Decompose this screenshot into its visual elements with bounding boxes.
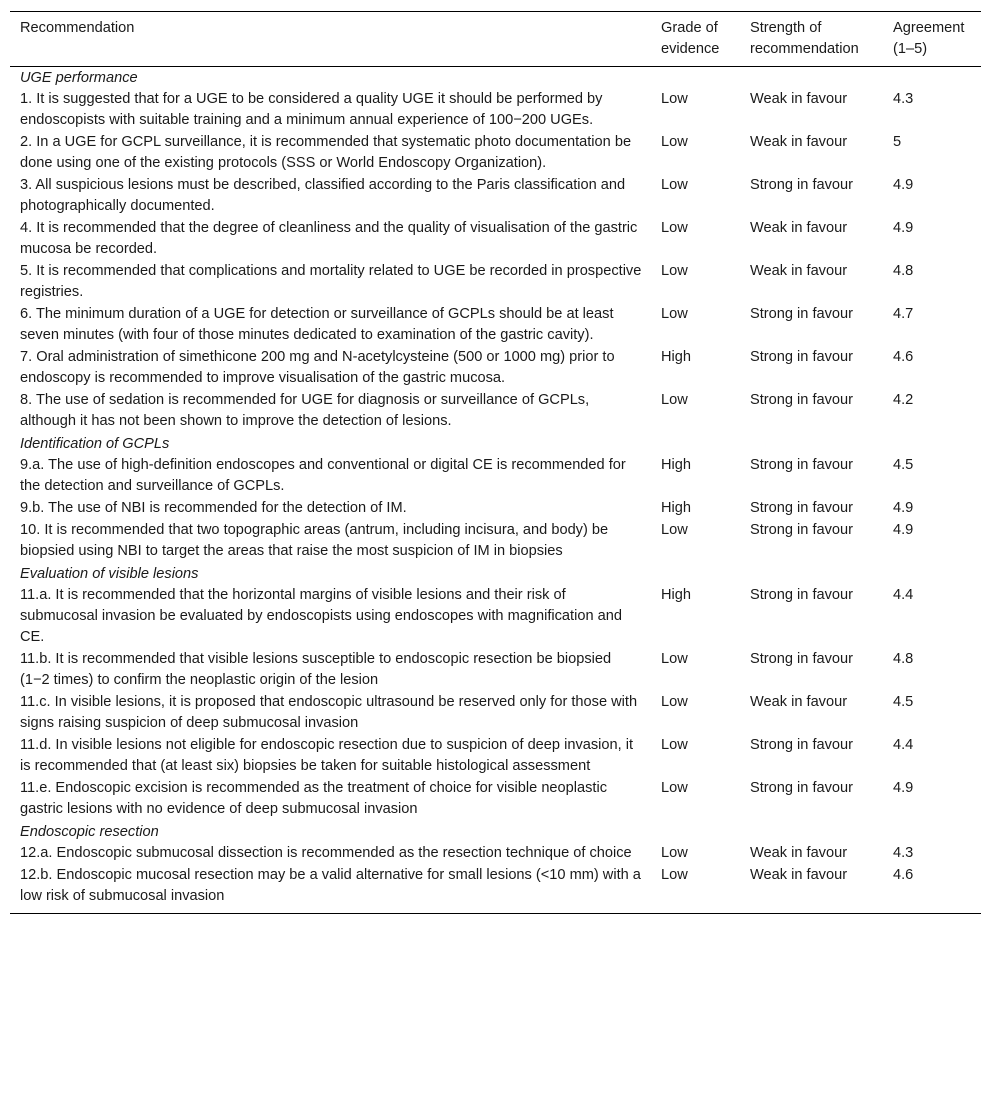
recommendation-cell: 1. It is suggested that for a UGE to be considered a quality UGE it should be performed by endoscopists with suitable training and a minimum annual experience of 100−200 UGEs. — [20, 91, 603, 128]
grade-cell: High — [661, 457, 692, 473]
section-row — [10, 67, 981, 90]
table-body — [10, 67, 981, 914]
agreement-cell: 5 — [893, 134, 902, 150]
table-row — [10, 692, 981, 735]
table-row — [10, 175, 981, 218]
recommendation-cell: 11.a. It is recommended that the horizontal margins of visible lesions and their risk of submucosal invasion be evaluated by endoscopists using endoscopes with magnification and CE. — [20, 587, 622, 645]
table-row — [10, 218, 981, 261]
grade-cell: Low — [661, 220, 688, 236]
header-agreement: Agreement (1–5) — [893, 20, 965, 57]
table-row — [10, 865, 981, 914]
recommendation-cell: 11.d. In visible lesions not eligible for endoscopic resection due to suspicion of deep invasion, it is recommended that (at least six) biopsies be taken for suitable histological assessment — [20, 737, 634, 774]
recommendation-cell: 12.a. Endoscopic submucosal dissection is recommended as the resection technique of choice — [20, 845, 632, 861]
grade-cell: Low — [661, 867, 688, 883]
section-title: Endoscopic resection — [20, 824, 159, 840]
table-header — [10, 12, 981, 67]
recommendation-cell: 4. It is recommended that the degree of cleanliness and the quality of visualisation of the gastric mucosa be recorded. — [20, 220, 638, 257]
section-row — [10, 821, 981, 843]
agreement-cell: 4.5 — [893, 694, 914, 710]
recommendation-cell: 2. In a UGE for GCPL surveillance, it is recommended that systematic photo documentation be done using one of the existing protocols (SSS or World Endoscopy Organization). — [20, 134, 632, 171]
agreement-cell: 4.3 — [893, 91, 914, 107]
recommendation-cell: 12.b. Endoscopic mucosal resection may be a valid alternative for small lesions (<10 mm) with a low risk of submucosal invasion — [20, 867, 641, 904]
grade-cell: Low — [661, 780, 688, 796]
grade-cell: High — [661, 500, 692, 516]
recommendation-cell: 9.b. The use of NBI is recommended for the detection of IM. — [20, 500, 407, 516]
section-row — [10, 563, 981, 585]
strength-cell: Strong in favour — [750, 500, 854, 516]
table-row — [10, 778, 981, 821]
grade-cell: Low — [661, 651, 688, 667]
strength-cell: Strong in favour — [750, 177, 854, 193]
agreement-cell: 4.9 — [893, 500, 914, 516]
header-grade: Grade of evidence — [661, 20, 720, 57]
table-row — [10, 585, 981, 649]
grade-cell: Low — [661, 177, 688, 193]
table-row — [10, 89, 981, 132]
agreement-cell: 4.7 — [893, 306, 914, 322]
table-row — [10, 261, 981, 304]
strength-cell: Strong in favour — [750, 392, 854, 408]
strength-cell: Strong in favour — [750, 651, 854, 667]
table-row — [10, 347, 981, 390]
table-row — [10, 132, 981, 175]
table-row — [10, 304, 981, 347]
agreement-cell: 4.4 — [893, 737, 914, 753]
table-row — [10, 735, 981, 778]
recommendation-cell: 9.a. The use of high-definition endoscopes and conventional or digital CE is recommended for the detection and surveillance of GCPLs. — [20, 457, 626, 494]
agreement-cell: 4.3 — [893, 845, 914, 861]
recommendation-cell: 11.b. It is recommended that visible lesions susceptible to endoscopic resection be biopsied (1−2 times) to confirm the neoplastic origin of the lesion — [20, 651, 612, 688]
recommendation-cell: 3. All suspicious lesions must be described, classified according to the Paris classification and photographically documented. — [20, 177, 626, 214]
grade-cell: Low — [661, 306, 688, 322]
strength-cell: Strong in favour — [750, 457, 854, 473]
recommendation-cell: 7. Oral administration of simethicone 200 mg and N-acetylcysteine (500 or 1000 mg) prior to endoscopy is recommended to improve visualisation of the gastric mucosa. — [20, 349, 615, 386]
agreement-cell: 4.6 — [893, 867, 914, 883]
grade-cell: High — [661, 587, 692, 603]
strength-cell: Weak in favour — [750, 867, 848, 883]
strength-cell: Weak in favour — [750, 263, 848, 279]
agreement-cell: 4.8 — [893, 263, 914, 279]
recommendation-cell: 10. It is recommended that two topographic areas (antrum, including incisura, and body) be biopsied using NBI to target the areas that raise the most suspicion of IM in biopsies — [20, 522, 609, 559]
agreement-cell: 4.6 — [893, 349, 914, 365]
strength-cell: Weak in favour — [750, 845, 848, 861]
agreement-cell: 4.9 — [893, 522, 914, 538]
recommendations-table-container — [10, 11, 981, 914]
strength-cell: Strong in favour — [750, 522, 854, 538]
table-row — [10, 649, 981, 692]
agreement-cell: 4.9 — [893, 220, 914, 236]
strength-cell: Strong in favour — [750, 587, 854, 603]
table-row — [10, 455, 981, 498]
section-title: UGE performance — [20, 70, 138, 86]
header-recommendation: Recommendation — [20, 20, 135, 36]
strength-cell: Strong in favour — [750, 780, 854, 796]
strength-cell: Strong in favour — [750, 737, 854, 753]
grade-cell: Low — [661, 392, 688, 408]
recommendations-table — [10, 11, 981, 914]
table-row — [10, 843, 981, 865]
grade-cell: Low — [661, 91, 688, 107]
recommendation-cell: 5. It is recommended that complications and mortality related to UGE be recorded in prospective registries. — [20, 263, 642, 300]
grade-cell: Low — [661, 845, 688, 861]
agreement-cell: 4.2 — [893, 392, 914, 408]
agreement-cell: 4.9 — [893, 780, 914, 796]
strength-cell: Weak in favour — [750, 220, 848, 236]
strength-cell: Weak in favour — [750, 694, 848, 710]
recommendation-cell: 11.c. In visible lesions, it is proposed that endoscopic ultrasound be reserved only for those with signs raising suspicion of deep submucosal invasion — [20, 694, 638, 731]
grade-cell: High — [661, 349, 692, 365]
grade-cell: Low — [661, 263, 688, 279]
strength-cell: Weak in favour — [750, 134, 848, 150]
grade-cell: Low — [661, 694, 688, 710]
strength-cell: Strong in favour — [750, 306, 854, 322]
table-row — [10, 520, 981, 563]
recommendation-cell: 11.e. Endoscopic excision is recommended as the treatment of choice for visible neoplastic gastric lesions with no evidence of deep submucosal invasion — [20, 780, 608, 817]
agreement-cell: 4.8 — [893, 651, 914, 667]
header-row — [10, 12, 981, 67]
agreement-cell: 4.9 — [893, 177, 914, 193]
strength-cell: Strong in favour — [750, 349, 854, 365]
section-title: Identification of GCPLs — [20, 436, 170, 452]
recommendation-cell: 8. The use of sedation is recommended for UGE for diagnosis or surveillance of GCPLs, although it has not been shown to improve the detection of lesions. — [20, 392, 590, 429]
section-title: Evaluation of visible lesions — [20, 566, 199, 582]
header-strength: Strength of recommendation — [750, 20, 859, 57]
grade-cell: Low — [661, 737, 688, 753]
agreement-cell: 4.5 — [893, 457, 914, 473]
recommendation-cell: 6. The minimum duration of a UGE for detection or surveillance of GCPLs should be at least seven minutes (with four of those minutes dedicated to examination of the gastric cavity). — [20, 306, 614, 343]
grade-cell: Low — [661, 522, 688, 538]
agreement-cell: 4.4 — [893, 587, 914, 603]
section-row — [10, 433, 981, 455]
grade-cell: Low — [661, 134, 688, 150]
table-row — [10, 390, 981, 433]
strength-cell: Weak in favour — [750, 91, 848, 107]
table-row — [10, 498, 981, 520]
